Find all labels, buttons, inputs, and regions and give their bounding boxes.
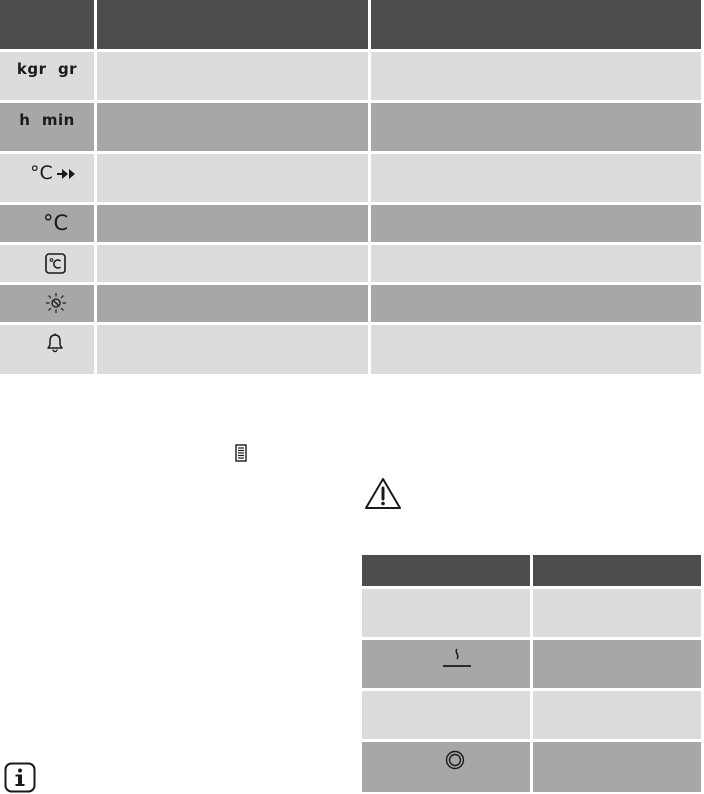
table-row bbox=[0, 325, 701, 374]
table-row bbox=[0, 154, 701, 202]
table-row bbox=[362, 742, 701, 792]
table-row bbox=[362, 589, 701, 637]
time-unit-symbol: h min bbox=[19, 111, 75, 129]
table-header bbox=[0, 0, 701, 49]
warning-triangle-icon bbox=[364, 477, 402, 510]
weight-unit-symbol: kgr gr bbox=[16, 60, 78, 78]
header-cell-function bbox=[97, 0, 368, 49]
table-row bbox=[0, 245, 701, 282]
header-cell-symbol bbox=[0, 0, 94, 49]
table-row bbox=[0, 103, 701, 151]
ring-icon bbox=[445, 750, 465, 770]
table-row bbox=[0, 205, 701, 242]
steam-icon bbox=[442, 647, 472, 669]
info-icon bbox=[4, 762, 36, 793]
lamp-icon bbox=[45, 292, 67, 314]
power-table bbox=[362, 555, 701, 792]
header-cell-description bbox=[371, 0, 701, 49]
table-row bbox=[362, 640, 701, 688]
symbols-table bbox=[0, 0, 701, 374]
table-row bbox=[0, 285, 701, 322]
table-row bbox=[0, 52, 701, 100]
table-header bbox=[362, 555, 701, 586]
fast-heat-temp-symbol: °C bbox=[30, 162, 53, 184]
bell-icon bbox=[46, 333, 64, 353]
temperature-symbol: °C bbox=[43, 211, 69, 235]
battery-indicator-icon bbox=[235, 444, 247, 462]
table-row bbox=[362, 691, 701, 739]
fast-forward-icon bbox=[57, 168, 77, 180]
oven-temperature-icon bbox=[45, 253, 66, 274]
